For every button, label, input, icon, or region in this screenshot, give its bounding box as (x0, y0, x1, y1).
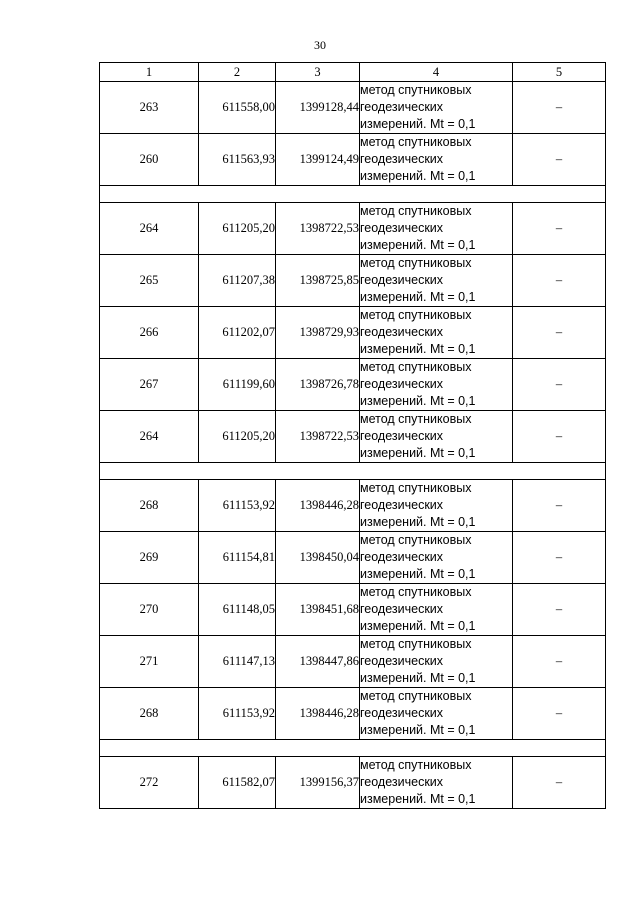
y-coordinate-cell: 1398725,85 (276, 255, 360, 307)
method-line: метод спутниковых (360, 481, 472, 495)
method-cell (360, 757, 513, 809)
method-line: метод спутниковых (360, 83, 472, 97)
x-coordinate-cell: 611563,93 (199, 134, 276, 186)
table-row (100, 688, 606, 740)
method-line: метод спутниковых (360, 308, 472, 322)
y-coordinate-cell: 1398446,28 (276, 688, 360, 740)
method-line: геодезических (360, 550, 444, 564)
x-coordinate-cell: 611199,60 (199, 359, 276, 411)
table-row (100, 532, 606, 584)
x-coordinate-cell: 611153,92 (199, 480, 276, 532)
point-number-cell: 267 (100, 359, 199, 411)
method-line: геодезических (360, 654, 444, 668)
y-coordinate-cell: 1398722,53 (276, 411, 360, 463)
header-row (100, 63, 606, 82)
table-row (100, 757, 606, 809)
table-row (100, 584, 606, 636)
method-line: геодезических (360, 325, 444, 339)
point-number-cell: 271 (100, 636, 199, 688)
y-coordinate-cell: 1398729,93 (276, 307, 360, 359)
method-line: измерений. Mt = 0,1 (360, 117, 476, 131)
table-row (100, 636, 606, 688)
x-coordinate-cell: 611582,07 (199, 757, 276, 809)
method-line: метод спутниковых (360, 689, 472, 703)
method-cell (360, 82, 513, 134)
table-row (100, 480, 606, 532)
point-number-cell: 268 (100, 688, 199, 740)
method-line: метод спутниковых (360, 637, 472, 651)
method-line: метод спутниковых (360, 360, 472, 374)
method-cell (360, 532, 513, 584)
note-cell: – (513, 203, 606, 255)
header-cell-1: 1 (100, 63, 199, 82)
method-line: измерений. Mt = 0,1 (360, 446, 476, 460)
method-cell (360, 359, 513, 411)
note-cell: – (513, 359, 606, 411)
point-number-cell: 264 (100, 203, 199, 255)
method-line: геодезических (360, 706, 444, 720)
table-row (100, 134, 606, 186)
method-line: метод спутниковых (360, 585, 472, 599)
method-line: измерений. Mt = 0,1 (360, 515, 476, 529)
coordinates-table (99, 62, 606, 809)
y-coordinate-cell: 1398447,86 (276, 636, 360, 688)
method-cell (360, 307, 513, 359)
method-line: измерений. Mt = 0,1 (360, 342, 476, 356)
x-coordinate-cell: 611202,07 (199, 307, 276, 359)
y-coordinate-cell: 1398450,04 (276, 532, 360, 584)
table-body (100, 63, 606, 809)
method-line: геодезических (360, 429, 444, 443)
y-coordinate-cell: 1398446,28 (276, 480, 360, 532)
method-cell (360, 411, 513, 463)
method-line: геодезических (360, 498, 444, 512)
method-line: геодезических (360, 273, 444, 287)
x-coordinate-cell: 611558,00 (199, 82, 276, 134)
method-line: геодезических (360, 377, 444, 391)
method-line: метод спутниковых (360, 135, 472, 149)
x-coordinate-cell: 611148,05 (199, 584, 276, 636)
separator-row (100, 740, 606, 757)
method-line: метод спутниковых (360, 204, 472, 218)
method-line: геодезических (360, 775, 444, 789)
point-number-cell: 264 (100, 411, 199, 463)
separator-cell (100, 186, 606, 203)
method-line: измерений. Mt = 0,1 (360, 169, 476, 183)
x-coordinate-cell: 611154,81 (199, 532, 276, 584)
x-coordinate-cell: 611147,13 (199, 636, 276, 688)
method-cell (360, 255, 513, 307)
note-cell: – (513, 532, 606, 584)
method-line: геодезических (360, 221, 444, 235)
note-cell: – (513, 307, 606, 359)
page-number: 30 (314, 38, 326, 52)
header-cell-2: 2 (199, 63, 276, 82)
method-cell (360, 480, 513, 532)
table-row (100, 359, 606, 411)
separator-cell (100, 740, 606, 757)
y-coordinate-cell: 1398722,53 (276, 203, 360, 255)
point-number-cell: 265 (100, 255, 199, 307)
method-line: измерений. Mt = 0,1 (360, 567, 476, 581)
x-coordinate-cell: 611205,20 (199, 203, 276, 255)
note-cell: – (513, 757, 606, 809)
note-cell: – (513, 255, 606, 307)
note-cell: – (513, 134, 606, 186)
table-row (100, 255, 606, 307)
header-cell-4: 4 (360, 63, 513, 82)
method-line: геодезических (360, 152, 444, 166)
table-row (100, 82, 606, 134)
method-cell (360, 636, 513, 688)
method-line: измерений. Mt = 0,1 (360, 792, 476, 806)
point-number-cell: 266 (100, 307, 199, 359)
x-coordinate-cell: 611205,20 (199, 411, 276, 463)
note-cell: – (513, 636, 606, 688)
point-number-cell: 272 (100, 757, 199, 809)
method-line: измерений. Mt = 0,1 (360, 619, 476, 633)
method-line: измерений. Mt = 0,1 (360, 723, 476, 737)
method-line: метод спутниковых (360, 256, 472, 270)
point-number-cell: 260 (100, 134, 199, 186)
separator-row (100, 463, 606, 480)
y-coordinate-cell: 1398451,68 (276, 584, 360, 636)
point-number-cell: 263 (100, 82, 199, 134)
header-cell-3: 3 (276, 63, 360, 82)
y-coordinate-cell: 1399128,44 (276, 82, 360, 134)
note-cell: – (513, 584, 606, 636)
y-coordinate-cell: 1399124,49 (276, 134, 360, 186)
note-cell: – (513, 411, 606, 463)
table-row (100, 411, 606, 463)
separator-row (100, 186, 606, 203)
header-cell-5: 5 (513, 63, 606, 82)
note-cell: – (513, 82, 606, 134)
point-number-cell: 268 (100, 480, 199, 532)
separator-cell (100, 463, 606, 480)
y-coordinate-cell: 1398726,78 (276, 359, 360, 411)
x-coordinate-cell: 611153,92 (199, 688, 276, 740)
table-row (100, 307, 606, 359)
x-coordinate-cell: 611207,38 (199, 255, 276, 307)
method-cell (360, 584, 513, 636)
method-line: геодезических (360, 100, 444, 114)
method-line: метод спутниковых (360, 758, 472, 772)
method-line: измерений. Mt = 0,1 (360, 394, 476, 408)
method-line: измерений. Mt = 0,1 (360, 238, 476, 252)
method-line: метод спутниковых (360, 412, 472, 426)
method-cell (360, 688, 513, 740)
y-coordinate-cell: 1399156,37 (276, 757, 360, 809)
method-cell (360, 134, 513, 186)
method-line: геодезических (360, 602, 444, 616)
method-line: измерений. Mt = 0,1 (360, 290, 476, 304)
table-row (100, 203, 606, 255)
method-line: измерений. Mt = 0,1 (360, 671, 476, 685)
point-number-cell: 270 (100, 584, 199, 636)
method-line: метод спутниковых (360, 533, 472, 547)
point-number-cell: 269 (100, 532, 199, 584)
note-cell: – (513, 688, 606, 740)
note-cell: – (513, 480, 606, 532)
method-cell (360, 203, 513, 255)
